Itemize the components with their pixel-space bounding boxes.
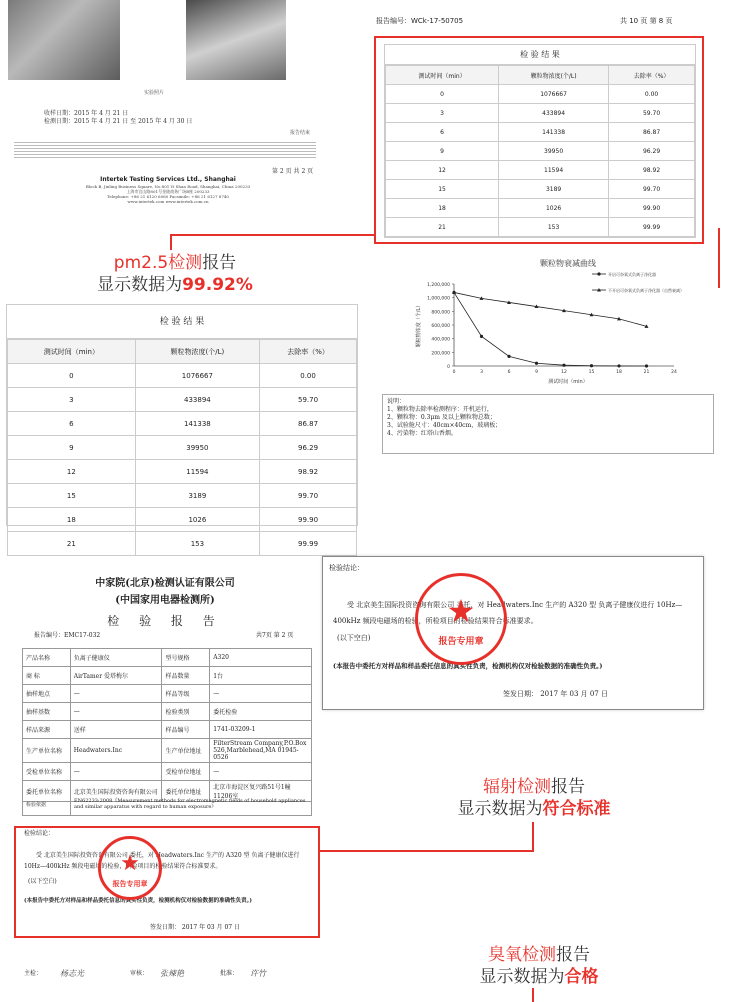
column-header: 颗粒物浓度(个/L) [135,340,259,364]
pm-callout [80,252,270,296]
table-row [386,142,695,161]
callout-connector-oz [532,988,534,1002]
data-point [535,362,538,365]
official-stamp-d [415,573,507,665]
field-value: 1741-03209-1 [210,721,312,739]
pm-callout-value: 99.92% [182,275,253,295]
table-cell: 39950 [499,142,609,161]
data-point [507,355,510,358]
report-number-c: 报告编号：EMC17-032 [34,632,101,639]
table-title: 检 验 结 果 [385,45,695,65]
chart-title: 颗粒物衰减曲线 [540,259,596,268]
sign-date-d: 签发日期： 2017 年 03 月 07 日 [503,690,608,698]
blank-note-d: (以下空白) [337,634,371,642]
callout-connector-rad [532,822,534,852]
y-tick-label: 600,000 [431,324,450,329]
table-row [8,388,357,412]
table-cell: 1026 [135,508,259,532]
table-row [23,763,312,781]
report-end: 报告结束 [290,130,311,136]
disclaimer-c: (本报告中委托方对样品和样品委托信息的真实性负责，检测机构仅对检验数据的准确性负责。) [24,898,252,904]
intertek-report-page [8,0,326,212]
table-cell: 433894 [499,104,609,123]
note-3: 3、试验舱尺寸：40cm×40cm，玻璃板； [387,422,502,429]
legend-marker [597,272,600,275]
org-subname: (中国家用电器检测所) [115,595,215,606]
company-name: Intertek Testing Services Ltd., Shanghai [100,176,236,183]
cheari-report-page [10,574,320,994]
column-header: 去除率（%） [260,340,357,364]
x-tick-label: 18 [616,370,622,375]
x-tick-label: 12 [561,370,567,375]
field-label: 生产单位地址 [162,739,210,763]
column-header: 测试时间（min） [386,66,499,85]
fine-print-block [14,140,316,158]
radiation-callout [444,776,624,820]
table-cell: 0 [386,85,499,104]
data-point [617,364,620,367]
field-label: 样品编号 [162,721,210,739]
series-line [454,292,647,326]
table-row [23,667,312,685]
field-label: 样品来源 [23,721,71,739]
table-cell: 86.87 [609,123,695,142]
table-cell: 99.70 [260,484,357,508]
field-value: A320 [210,649,312,667]
page-info-c: 共7页 第 2 页 [256,632,294,639]
x-tick-label: 21 [643,370,650,375]
field-value: FilterStream Company,P.O.Box 526,Marblehead,MA 01945-0526 [210,739,312,763]
sample-info-table [22,648,312,802]
table-row [23,685,312,703]
table-row [23,739,312,763]
field-label: 受检单位名称 [23,763,71,781]
x-tick-label: 6 [507,370,511,375]
table-cell: 98.92 [609,161,695,180]
zoom-table-title: 检 验 结 果 [7,305,357,339]
notes-title: 说明： [387,398,406,405]
oz-callout-text2: 显示数据为 [479,967,565,987]
doc-title: 检 验 报 告 [107,614,223,628]
field-value: — [210,685,312,703]
table-row [8,484,357,508]
pm-callout-strong: pm2.5检测 [113,253,203,273]
table-cell: 86.87 [260,412,357,436]
table-cell: 11594 [499,161,609,180]
org-name: 中家院(北京)检测认证有限公司 [95,578,235,589]
conclusion-text-d: 受 北京美生国际投资咨询有限公司 委托，对 Headwaters.Inc 生产的 A320 型 负离子健康仪进行 10Hz—400kHz 频段电磁场的检验，所检项目的检验结果符合标准要求。 [333,601,683,625]
test-photo-2 [186,0,286,80]
table-row [386,104,695,123]
oz-callout-value: 合格 [564,967,599,987]
pm-callout-text2: 显示数据为 [97,275,183,295]
field-value: 1台 [210,667,312,685]
conclusion-label-c: 检验结论： [24,830,55,837]
x-tick-label: 15 [588,370,595,375]
oz-callout-text: 报告 [556,945,590,965]
test-photo-1 [8,0,120,80]
field-label: 样品数量 [162,667,210,685]
y-tick-label: 800,000 [431,310,450,316]
table-row [23,703,312,721]
table-cell: 99.99 [609,218,695,237]
rad-callout-value: 符合标准 [542,799,611,819]
field-label: 型号规格 [162,649,210,667]
y-tick-label: 1,200,000 [427,283,450,288]
y-tick-label: 400,000 [431,337,450,343]
column-header: 去除率（%） [609,66,695,85]
table-cell: 98.92 [260,460,357,484]
table-cell: 96.29 [609,142,695,161]
pm-callout-text: 报告 [202,253,237,273]
ozone-callout [464,944,614,988]
field-value: — [70,763,162,781]
report-number: 报告编号：WCk-17-50705 [376,17,464,25]
page-info: 共 10 页 第 8 页 [620,17,673,25]
legend-label: 不开启可奈氧式负离子净化器（自然衰减） [608,288,684,293]
blank-note-c: (以下空白) [28,878,57,885]
field-value: 北京美生国际投资咨询有限公司 [70,781,162,802]
column-header: 颗粒物浓度(个/L) [499,66,609,85]
zoomed-result-table [6,304,358,548]
table-cell: 1076667 [499,85,609,104]
table-cell: 0.00 [609,85,695,104]
field-value: — [210,763,312,781]
photo-caption: 实验照片 [144,90,165,96]
page-number: 第 2 页 共 2 页 [272,168,314,175]
official-stamp-c [98,836,162,900]
sign-label-1: 主检： [24,970,43,977]
callout-connector-pm-h [170,234,374,236]
table-cell: 15 [8,484,136,508]
table-row [8,532,357,556]
company-web: www.intertek.com www.intertek.com.cn [127,199,209,204]
table-cell: 39950 [135,436,259,460]
signature-2: 张辣艳 [160,969,184,978]
field-label: 抽样地点 [23,685,71,703]
conclusion-text-c: 受 北京美生国际投资咨询有限公司 委托，对 Headwaters.Inc 生产的 A320 型 负离子健康仪进行 10Hz—400kHz 频段电磁场的检验，所检项目的检验结果符合标准要求。 [24,852,300,870]
field-label: 抽样基数 [23,703,71,721]
test-date: 检测日期：2015 年 4 月 21 日 至 2015 年 4 月 30 日 [44,118,193,125]
table-cell: 59.70 [609,104,695,123]
field-label: 检验类别 [162,703,210,721]
table-row [8,412,357,436]
table-cell: 0 [8,364,136,388]
field-label: 样品等级 [162,685,210,703]
x-tick-label: 9 [535,370,538,375]
disclaimer-d: (本报告中委托方对样品和样品委托信息的真实性负责，检测机构仅对检验数据的准确性负责。) [333,662,603,670]
y-axis-label: 颗粒物浓度（个/L） [416,302,422,348]
table-row [23,721,312,739]
x-tick-label: 3 [480,370,483,375]
table-cell: 9 [386,142,499,161]
decay-chart [382,254,718,394]
table-cell: 3189 [135,484,259,508]
table-cell: 433894 [135,388,259,412]
callout-connector-pm [170,234,172,250]
field-label: 产品名称 [23,649,71,667]
series-line [454,292,647,366]
signature-3: 许竹 [250,969,266,978]
field-value: AirTamer 爱塔梅尔 [70,667,162,685]
data-point [590,364,593,367]
table-cell: 59.70 [260,388,357,412]
x-tick-label: 0 [452,370,456,375]
table-row [8,460,357,484]
data-point [562,364,565,367]
table-cell: 11594 [135,460,259,484]
receive-date: 收样日期：2015 年 4 月 21 日 [44,110,129,117]
signature-1: 杨志光 [60,969,84,978]
table-cell: 9 [8,436,136,460]
field-value: 负离子健康仪 [70,649,162,667]
table-cell: 1026 [499,199,609,218]
note-1: 1、颗粒物去除率检测程序：开机运行， [387,406,493,413]
rad-callout-text: 报告 [551,777,585,797]
note-2: 2、颗粒物：0.3μm 及以上颗粒物总数； [387,414,496,421]
stamp-label-c: 报告专用章 [112,879,148,888]
table-cell: 99.70 [609,180,695,199]
table-row [23,649,312,667]
zoom-table [7,339,357,556]
table-cell: 12 [8,460,136,484]
column-header: 测试时间（min） [8,340,136,364]
result-table [385,65,695,237]
data-point [480,335,483,338]
table-row [386,199,695,218]
table-row [8,436,357,460]
x-axis-label: 测试时间（min） [548,379,588,385]
table-cell: 0.00 [260,364,357,388]
rad-callout-text2: 显示数据为 [457,799,543,819]
signature-row [24,968,314,979]
x-tick-label: 24 [671,370,677,375]
field-value: — [70,703,162,721]
notes-box [382,394,714,454]
legend-label: 开启可奈氧式负离子净化器 [608,272,656,277]
table-cell: 3 [8,388,136,412]
table-row [386,218,695,237]
stamp-label-d: 报告专用章 [438,637,484,647]
field-label: 生产单位名称 [23,739,71,763]
stamp-star-icon-d: ★ [446,592,476,630]
table-cell: 3189 [499,180,609,199]
wck-report-page [368,10,718,458]
company-address-cn: 上海市宜山路801号金陵商务广场B座 200233 [126,189,210,194]
table-cell: 99.99 [260,532,357,556]
result-table-small [384,44,696,238]
table-cell: 21 [386,218,499,237]
conclusion-label-d: 检验结论： [329,564,364,572]
table-cell: 18 [8,508,136,532]
callout-connector-rad-h [320,850,534,852]
field-value: 北京市海淀区复兴路51号1幢11206室 [210,781,312,802]
field-value: — [70,685,162,703]
field-label: 委托单位名称 [23,781,71,802]
table-row [8,364,357,388]
table-row [386,85,695,104]
sign-label-2: 审核： [130,970,149,977]
table-row [386,180,695,199]
company-phone: Telephone: +86 21 6120 6060 Facsimile: +86 21 6127 8740 [107,194,229,199]
table-cell: 153 [135,532,259,556]
field-value: 送样 [70,721,162,739]
field-label: 委托单位地址 [162,781,210,802]
basis-row [22,796,312,816]
table-cell: 12 [386,161,499,180]
sign-label-3: 批准： [220,970,239,977]
table-cell: 141338 [499,123,609,142]
table-cell: 1076667 [135,364,259,388]
table-cell: 18 [386,199,499,218]
table-cell: 21 [8,532,136,556]
y-tick-label: 0 [447,365,450,370]
table-cell: 153 [499,218,609,237]
basis-text: EN62233:2008《Measurement methods for electromagnetic fields of household appliances and similar apparatus with regard to human exposure》 [74,798,306,810]
table-cell: 3 [386,104,499,123]
y-tick-label: 1,000,000 [427,296,450,302]
table-cell: 6 [8,412,136,436]
table-cell: 141338 [135,412,259,436]
basis-label: 检验依据 [23,796,71,815]
table-cell: 99.90 [260,508,357,532]
field-label: 受检单位地址 [162,763,210,781]
rad-callout-strong: 辐射检测 [483,777,551,797]
table-row [386,123,695,142]
oz-callout-strong: 臭氧检测 [488,945,556,965]
data-point [645,364,648,367]
y-tick-label: 200,000 [431,351,450,357]
note-4: 4、污染物：红塔山香烟。 [387,430,457,437]
table-row [8,508,357,532]
table-cell: 99.90 [609,199,695,218]
conclusion-page [322,556,704,710]
stamp-star-icon: ★ [120,851,140,876]
table-row [386,161,695,180]
field-value: Headwaters.Inc [70,739,162,763]
field-label: 商 标 [23,667,71,685]
field-value: 委托检验 [210,703,312,721]
table-cell: 96.29 [260,436,357,460]
sign-date-c: 签发日期： 2017 年 03 月 07 日 [150,924,240,931]
table-cell: 15 [386,180,499,199]
company-address: Block B, Jinling Business Square, No.801 Yi Shan Road, Shanghai, China 200233 [85,184,251,189]
edge-mark [718,228,720,288]
table-cell: 6 [386,123,499,142]
